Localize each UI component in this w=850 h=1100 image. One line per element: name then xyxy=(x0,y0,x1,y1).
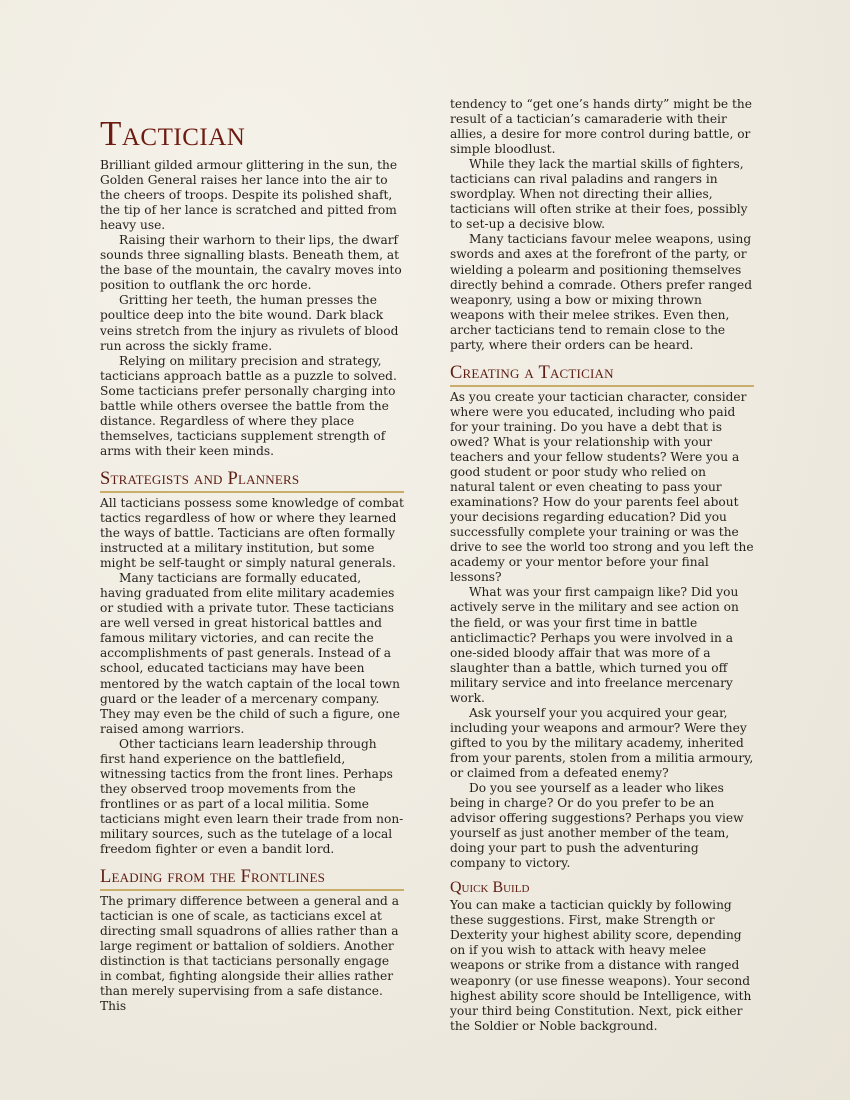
body-paragraph: While they lack the martial skills of fighters, tacticians can rival paladins and rangers in swordplay. When not directing their allies, tacticians will often strike at their foes, possibly to set-up a decisive blow. xyxy=(450,157,748,232)
section-heading-strategists: Strategists and Planners xyxy=(100,469,404,493)
body-paragraph: What was your first campaign like? Did you actively serve in the military and see action on the field, or was your first time in battle anticlimactic? Perhaps you were involved in a one-sided bloody affair that was more of a slaughter than a battle, which turned you off military service and into freelance mercenary work. xyxy=(450,585,739,705)
body-paragraph: All tacticians possess some knowledge of combat tactics regardless of how or where they learned the ways of battle. Tacticians are often formally instructed at a military institution, but some might be self-taught or simply natural generals. xyxy=(100,495,404,571)
intro-paragraph: Gritting her teeth, the human presses the poultice deep into the bite wound. Dark black veins stretch from the injury as rivulets of blood run across the sickly frame. xyxy=(100,293,399,353)
body-paragraph: Many tacticians favour melee weapons, using swords and axes at the forefront of the party, or wielding a polearm and positioning themselves directly behind a comrade. Others prefer ranged weaponry, using a bow or mixing thrown weapons with their melee strikes. Even then, archer tacticians tend to remain close to the party, where their orders can be heard. xyxy=(450,232,753,352)
body-paragraph: The primary difference between a general and a tactician is one of scale, as tacticians excel at directing small squadrons of allies rather than a large regiment or battalion of soldiers. Another distinction is that tacticians personally engage in combat, fighting alongside their allies rather than merely supervising from a safe distance. This xyxy=(100,894,399,1014)
intro-paragraph: Raising their warhorn to their lips, the dwarf sounds three signalling blasts. Beneath them, at the base of the mountain, the cavalry moves into position to outflank the orc horde. xyxy=(100,233,402,293)
body-paragraph: Many tacticians are formally educated, having graduated from elite military academies or studied with a private tutor. These tacticians are well versed in great historical battles and famous military victories, and can recite the accomplishments of past generals. Instead of a school, educated tacticians may have been mentored by the watch captain of the local town guard or the leader of a mercenary company. They may even be the child of such a figure, one raised among warriors. xyxy=(100,571,400,736)
body-paragraph: tendency to “get one’s hands dirty” might be the result of a tactician’s camaraderie with their allies, a desire for more control during battle, or simple bloodlust. xyxy=(450,97,752,157)
intro-paragraph: Relying on military precision and strategy, tacticians approach battle as a puzzle to solved. Some tacticians prefer personally charging into battle while others oversee the battle from the distance. Regardless of where they place themselves, tacticians supplement strength of arms with their keen minds. xyxy=(100,353,397,458)
left-column xyxy=(100,113,404,1014)
section-heading-leading: Leading from the Frontlines xyxy=(100,867,404,891)
subsection-heading-quick-build: Quick Build xyxy=(450,879,530,897)
intro-paragraph: Brilliant gilded armour glittering in the sun, the Golden General raises her lance into the air to the cheers of troops. Despite its polished shaft, the tip of her lance is scratched and pitted from heavy use. xyxy=(100,158,398,233)
section-heading-creating: Creating a Tactician xyxy=(450,363,754,387)
right-column xyxy=(450,97,754,1034)
body-paragraph: You can make a tactician quickly by following these suggestions. First, make Strength or Dexterity your highest ability score, depending on if you wish to attack with heavy melee weapons or strike from a distance with ranged weaponry (or use finesse weapons). Your second highest ability score should be Intelligence, with your third being Constitution. Next, pick either the Soldier or Noble background. xyxy=(450,898,752,1033)
body-paragraph: Other tacticians learn leadership through first hand experience on the battlefield, witnessing tactics from the front lines. Perhaps they observed troop movements from the frontlines or as part of a local militia. Some tacticians might even learn their trade from non-military sources, such as the tutelage of a local freedom fighter or even a bandit lord. xyxy=(100,736,404,857)
body-paragraph: Do you see yourself as a leader who likes being in charge? Or do you prefer to be an advisor offering suggestions? Perhaps you view yourself as just another member of the team, doing your part to push the adventuring company to victory. xyxy=(450,781,744,871)
body-paragraph: Ask yourself your you acquired your gear, including your weapons and armour? Were they gifted to you by the military academy, inherited from your parents, stolen from a militia armoury, or claimed from a defeated enemy? xyxy=(450,705,754,780)
body-paragraph: As you create your tactician character, consider where were you educated, including who paid for your training. Do you have a debt that is owed? What is your relationship with your teachers and your fellow students? Were you a good student or poor study who relied on natural talent or even cheating to pass your examinations? How do your parents feel about your decisions regarding education? Did you successfully complete your training or was the drive to see the world too strong and you left the academy or your mentor before your final lessons? xyxy=(450,389,754,585)
page-title: Tactician xyxy=(100,114,246,153)
